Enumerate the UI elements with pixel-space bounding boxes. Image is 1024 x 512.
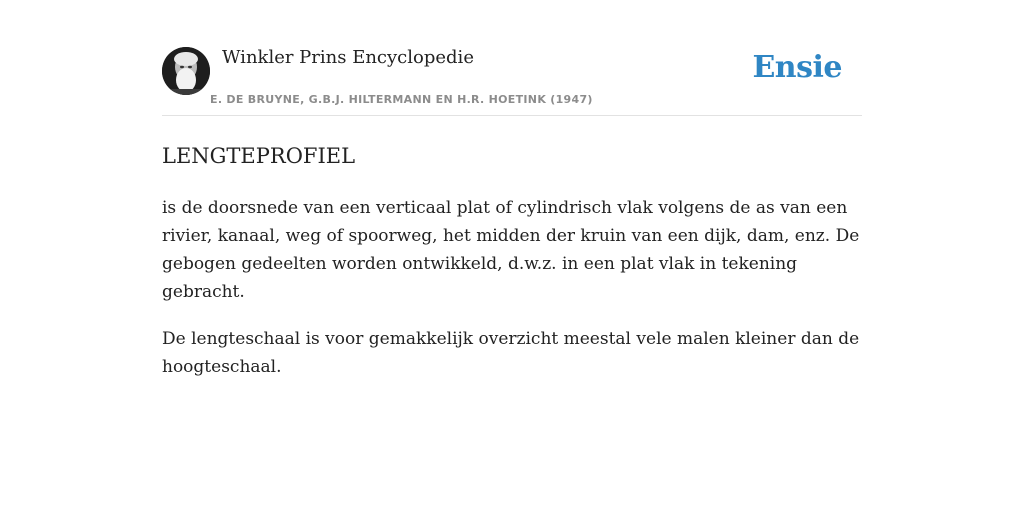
page <box>162 0 862 381</box>
entry-paragraph: De lengteschaal is voor gemakkelijk overzicht meestal vele malen kleiner dan de hoogteschaal. <box>162 329 860 377</box>
portrait-icon <box>162 47 210 95</box>
author-portrait-avatar <box>162 47 210 95</box>
entry-body <box>162 194 862 381</box>
entry-paragraph: is de doorsnede van een verticaal plat of cylindrisch vlak volgens de as van een rivier, kanaal, weg of spoorweg, het midden der kruin van een dijk, dam, enz. De gebogen gedeelten worden ontwikkeld, d.w.z. in een plat vlak in tekening gebracht. <box>162 198 860 302</box>
authors-line: E. DE BRUYNE, G.B.J. HILTERMANN EN H.R. HOETINK (1947) <box>210 93 593 106</box>
ensie-logo-link[interactable]: Ensie <box>752 50 842 85</box>
header <box>162 46 862 116</box>
encyclopedia-title[interactable]: Winkler Prins Encyclopedie <box>222 47 474 68</box>
entry-title: LENGTEPROFIEL <box>162 144 356 168</box>
